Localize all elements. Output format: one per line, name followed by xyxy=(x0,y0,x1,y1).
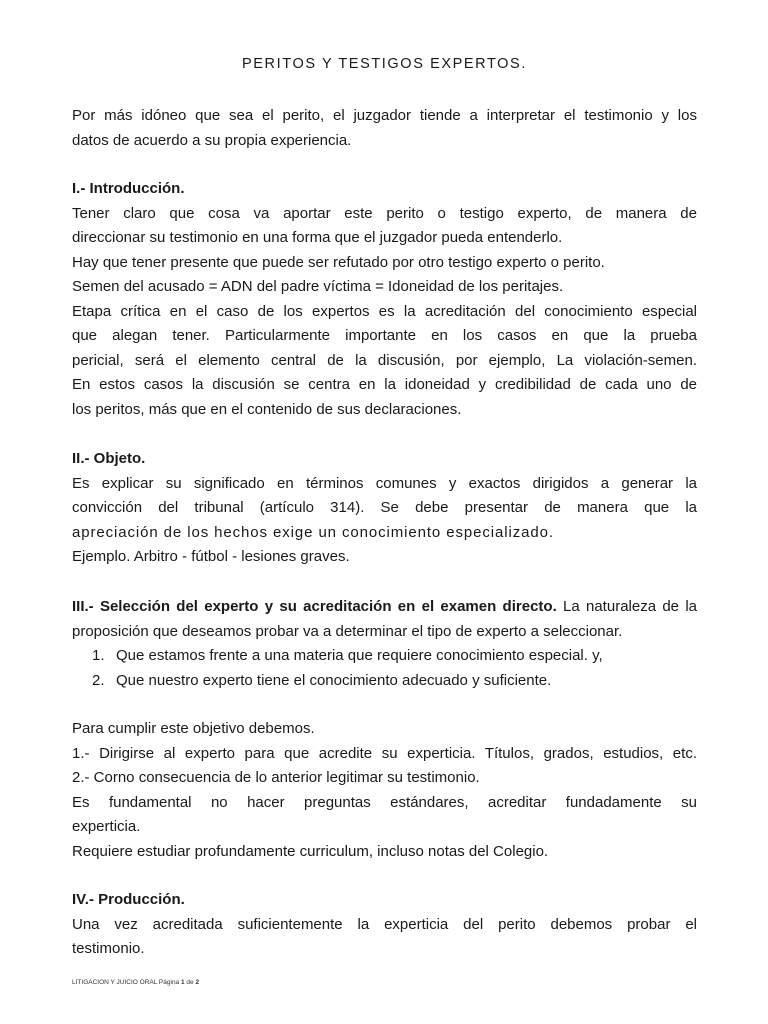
objective-paragraph xyxy=(72,717,697,864)
text-line: Para cumplir este objetivo debemos. xyxy=(72,720,315,737)
text-line: Tener claro que cosa va aportar este perito o testigo experto, de manera de xyxy=(72,204,697,222)
list-item xyxy=(92,669,692,694)
footer-label: LITIGACION Y JUICIO ORAL Página xyxy=(72,979,180,986)
list-number: 1. xyxy=(92,647,105,664)
text-line: Requiere estudiar profundamente curriculum, incluso notas del Colegio. xyxy=(72,842,549,860)
text-line: los peritos, más que en el contenido de sus declaraciones. xyxy=(72,400,462,418)
text-line: Por más idóneo que sea el perito, el juzgador tiende a interpretar el testimonio y los xyxy=(72,107,697,124)
text-line: direccionar su testimonio en una forma que el juzgador pueda entenderlo. xyxy=(72,229,563,246)
list-text: Que estamos frente a una materia que requiere conocimiento especial. y, xyxy=(116,647,603,664)
footer-page-number: 1 xyxy=(180,979,185,986)
footer-page-total: 2 xyxy=(195,979,200,986)
section-heading: III.- Selección del experto y su acreditación en el examen directo. xyxy=(72,598,557,615)
text-line: Una vez acreditada suficientemente la experticia del perito debemos probar el xyxy=(72,915,697,933)
section-heading: II.- Objeto. xyxy=(72,450,146,467)
page-footer xyxy=(72,979,199,986)
text-line: pericial, será el elemento central de la discusión, por ejemplo, La violación-semen. xyxy=(72,351,697,369)
section-lead-line xyxy=(72,595,697,620)
section-heading: I.- Introducción. xyxy=(72,180,185,197)
text-line: que alegan tener. Particularmente importante en los casos en que la prueba xyxy=(72,327,697,344)
section-heading: IV.- Producción. xyxy=(72,891,185,908)
text-line: proposición que deseamos probar va a determinar el tipo de experto a seleccionar. xyxy=(72,622,623,640)
text-line: Es fundamental no hacer preguntas estándares, acreditar fundadamente su xyxy=(72,793,697,811)
text-line: Hay que tener presente que puede ser refutado por otro testigo experto o perito. xyxy=(72,253,605,271)
text-line: experticia. xyxy=(72,818,141,835)
list-item xyxy=(92,644,692,669)
section-objeto xyxy=(72,447,697,570)
list-text: Que nuestro experto tiene el conocimiento adecuado y suficiente. xyxy=(116,671,552,689)
text-line: Semen del acusado = ADN del padre víctima = Idoneidad de los peritajes. xyxy=(72,278,564,295)
text-line: 2.- Corno consecuencia de lo anterior legitimar su testimonio. xyxy=(72,769,480,786)
section-seleccion xyxy=(72,595,697,644)
numbered-list xyxy=(92,644,692,693)
document-page xyxy=(72,0,697,1024)
text-line: Etapa crítica en el caso de los expertos es la acreditación del conocimiento especial xyxy=(72,302,697,320)
document-title: PERITOS Y TESTIGOS EXPERTOS. xyxy=(242,56,527,72)
text-line: apreciación de los hechos exige un conocimiento especializado. xyxy=(72,523,554,541)
text-line: datos de acuerdo a su propia experiencia. xyxy=(72,131,352,149)
section-produccion xyxy=(72,888,697,962)
text-line: En estos casos la discusión se centra en la idoneidad y credibilidad de cada uno de xyxy=(72,376,697,393)
text-line: convicción del tribunal (artículo 314). Se debe presentar de manera que la xyxy=(72,499,697,516)
intro-paragraph xyxy=(72,104,697,153)
text-line: 1.- Dirigirse al experto para que acredite su experticia. Títulos, grados, estudios, etc. xyxy=(72,744,697,762)
text-line: Es explicar su significado en términos comunes y exactos dirigidos a generar la xyxy=(72,474,697,492)
text-line: Ejemplo. Arbitro - fútbol - lesiones graves. xyxy=(72,548,350,565)
list-number: 2. xyxy=(92,671,105,689)
text-fragment: La naturaleza de la xyxy=(556,598,697,615)
section-introduccion xyxy=(72,177,697,422)
text-line: testimonio. xyxy=(72,940,145,957)
footer-of: de xyxy=(186,979,194,986)
